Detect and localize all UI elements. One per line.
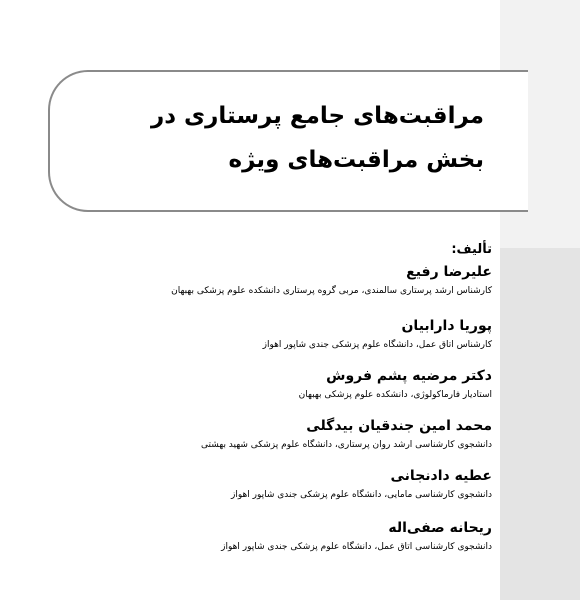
author-name: دکتر مرضیه پشم فروش <box>326 368 492 384</box>
author-entry <box>231 468 492 500</box>
author-name: محمد امین جندقیان بیدگلی <box>306 418 492 434</box>
authors-label: تألیف: <box>451 242 492 257</box>
title-frame <box>48 70 528 212</box>
author-description: دانشجوی کارشناسی اتاق عمل، دانشگاه علوم پزشکی جندی شاپور اهواز <box>221 542 492 552</box>
author-name: عطیه دادنجانی <box>390 468 492 484</box>
author-description: دانشجوی کارشناسی ارشد روان پرستاری، دانشگاه علوم پزشکی شهید بهشتی <box>201 440 492 450</box>
author-entry <box>299 368 492 400</box>
author-description: کارشناس اتاق عمل، دانشگاه علوم پزشکی جندی شاپور اهواز <box>262 340 492 350</box>
author-description: استادیار فارماکولوژی، دانشکده علوم پزشکی بهبهان <box>298 390 492 400</box>
book-title-line-2: بخش مراقبت‌های ویژه <box>228 147 484 173</box>
author-entry <box>263 318 492 350</box>
author-entry <box>221 520 492 552</box>
author-description: دانشجوی کارشناسی مامایی، دانشگاه علوم پزشکی جندی شاپور اهواز <box>231 490 492 500</box>
author-entry <box>201 418 492 450</box>
author-name: ریحانه صفی‌اله <box>388 520 492 536</box>
author-name: علیرضا رفیع <box>406 264 492 280</box>
author-name: پوریا دارابیان <box>401 318 492 334</box>
author-entry <box>171 264 492 296</box>
book-title-line-1: مراقبت‌های جامع پرستاری در <box>150 103 484 129</box>
author-description: کارشناس ارشد پرستاری سالمندی، مربی گروه پرستاری دانشکده علوم پزشکی بهبهان <box>171 286 492 296</box>
